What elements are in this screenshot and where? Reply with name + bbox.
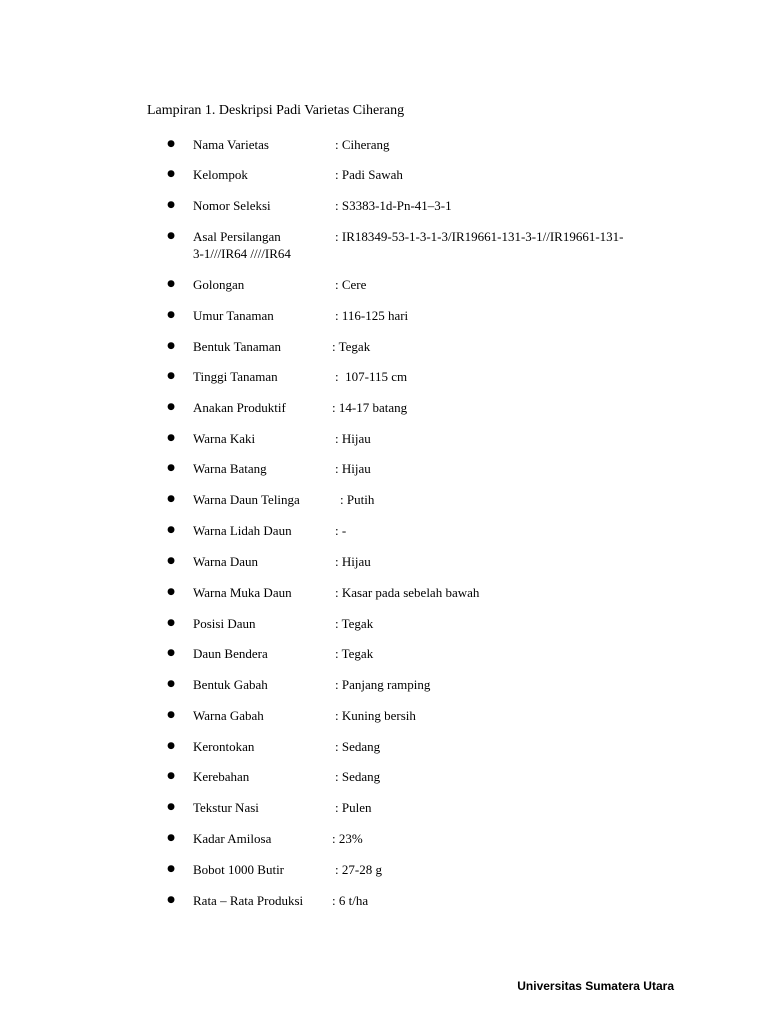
list-item (0, 584, 768, 601)
item-value-continuation: 3-1///IR64 ////IR64 (193, 246, 291, 261)
bullet-icon: ● (167, 494, 175, 504)
list-item (0, 799, 768, 816)
bullet-icon: ● (167, 525, 175, 535)
list-item (0, 707, 768, 724)
item-label: Asal Persilangan (193, 229, 281, 244)
item-value: : Hijau (335, 554, 371, 569)
item-value: : Tegak (332, 339, 371, 354)
item-value: : 6 t/ha (332, 893, 369, 908)
bullet-icon: ● (167, 618, 175, 628)
bullet-icon: ● (167, 139, 175, 149)
bullet-icon: ● (167, 341, 175, 351)
item-value: : IR18349-53-1-3-1-3/IR19661-131-3-1//IR19661-131- (335, 229, 624, 244)
bullet-icon: ● (167, 710, 175, 720)
item-value: : Tegak (335, 646, 374, 661)
list-item (0, 553, 768, 570)
item-label: Warna Kaki (193, 431, 256, 446)
list-item (0, 738, 768, 755)
list-item (0, 861, 768, 878)
item-label: Bentuk Tanaman (193, 339, 282, 354)
bullet-icon: ● (167, 310, 175, 320)
item-label: Kelompok (193, 167, 248, 182)
list-item (0, 615, 768, 632)
item-label: Golongan (193, 277, 245, 292)
bullet-icon: ● (167, 200, 175, 210)
list-item (0, 197, 768, 214)
item-label: Warna Batang (193, 461, 267, 476)
item-label: Bobot 1000 Butir (193, 862, 285, 877)
item-label: Warna Daun (193, 554, 259, 569)
item-label: Nomor Seleksi (193, 198, 271, 213)
list-item (0, 522, 768, 539)
list-item (0, 276, 768, 293)
item-value: : Tegak (335, 616, 374, 631)
item-value: : Sedang (335, 769, 381, 784)
bullet-icon: ● (167, 587, 175, 597)
bullet-icon: ● (167, 231, 175, 241)
item-label: Warna Daun Telinga (193, 492, 300, 507)
item-value: : 23% (332, 831, 363, 846)
item-label: Tinggi Tanaman (193, 369, 278, 384)
item-value: : Padi Sawah (335, 167, 403, 182)
bullet-icon: ● (167, 402, 175, 412)
item-value: : Cere (335, 277, 367, 292)
item-label: Bentuk Gabah (193, 677, 268, 692)
list-item (0, 368, 768, 385)
item-label: Umur Tanaman (193, 308, 274, 323)
list-item (0, 892, 768, 909)
list-item (0, 228, 768, 262)
list-item (0, 430, 768, 447)
footer-university-name: Universitas Sumatera Utara (517, 979, 674, 993)
item-label: Kerebahan (193, 769, 250, 784)
list-item (0, 676, 768, 693)
item-value: : 116-125 hari (335, 308, 409, 323)
item-label: Anakan Produktif (193, 400, 286, 415)
bullet-icon: ● (167, 679, 175, 689)
bullet-icon: ● (167, 556, 175, 566)
item-label: Warna Muka Daun (193, 585, 292, 600)
list-item (0, 307, 768, 324)
bullet-icon: ● (167, 648, 175, 658)
bullet-icon: ● (167, 463, 175, 473)
list-item (0, 166, 768, 183)
item-value: : 14-17 batang (332, 400, 408, 415)
bullet-icon: ● (167, 169, 175, 179)
item-value: : Kasar pada sebelah bawah (335, 585, 480, 600)
list-item (0, 399, 768, 416)
item-label: Daun Bendera (193, 646, 268, 661)
item-label: Nama Varietas (193, 137, 269, 152)
page-title: Lampiran 1. Deskripsi Padi Varietas Ciherang (147, 103, 405, 118)
list-item (0, 491, 768, 508)
item-label: Posisi Daun (193, 616, 256, 631)
bullet-icon: ● (167, 433, 175, 443)
item-value: : Sedang (335, 739, 381, 754)
bullet-icon: ● (167, 864, 175, 874)
list-item (0, 338, 768, 355)
item-label: Tekstur Nasi (193, 800, 259, 815)
item-label: Rata – Rata Produksi (193, 893, 304, 908)
list-item (0, 645, 768, 662)
item-value: : Ciherang (335, 137, 390, 152)
item-value: : Pulen (335, 800, 372, 815)
bullet-icon: ● (167, 895, 175, 905)
item-value: : Hijau (335, 431, 371, 446)
item-label: Warna Gabah (193, 708, 264, 723)
item-label: Kadar Amilosa (193, 831, 272, 846)
item-value: : - (335, 523, 347, 538)
item-value: : 27-28 g (335, 862, 382, 877)
item-value: : Hijau (335, 461, 371, 476)
list-item (0, 460, 768, 477)
bullet-icon: ● (167, 771, 175, 781)
list-item (0, 136, 768, 153)
bullet-icon: ● (167, 833, 175, 843)
bullet-icon: ● (167, 741, 175, 751)
item-value: : Panjang ramping (335, 677, 431, 692)
item-value: : Putih (340, 492, 375, 507)
item-label: Warna Lidah Daun (193, 523, 292, 538)
bullet-icon: ● (167, 802, 175, 812)
item-value: : S3383-1d-Pn-41–3-1 (335, 198, 452, 213)
item-value: : 107-115 cm (335, 369, 408, 384)
item-value: : Kuning bersih (335, 708, 416, 723)
bullet-icon: ● (167, 279, 175, 289)
bullet-icon: ● (167, 371, 175, 381)
list-item (0, 830, 768, 847)
item-label: Kerontokan (193, 739, 255, 754)
list-item (0, 768, 768, 785)
